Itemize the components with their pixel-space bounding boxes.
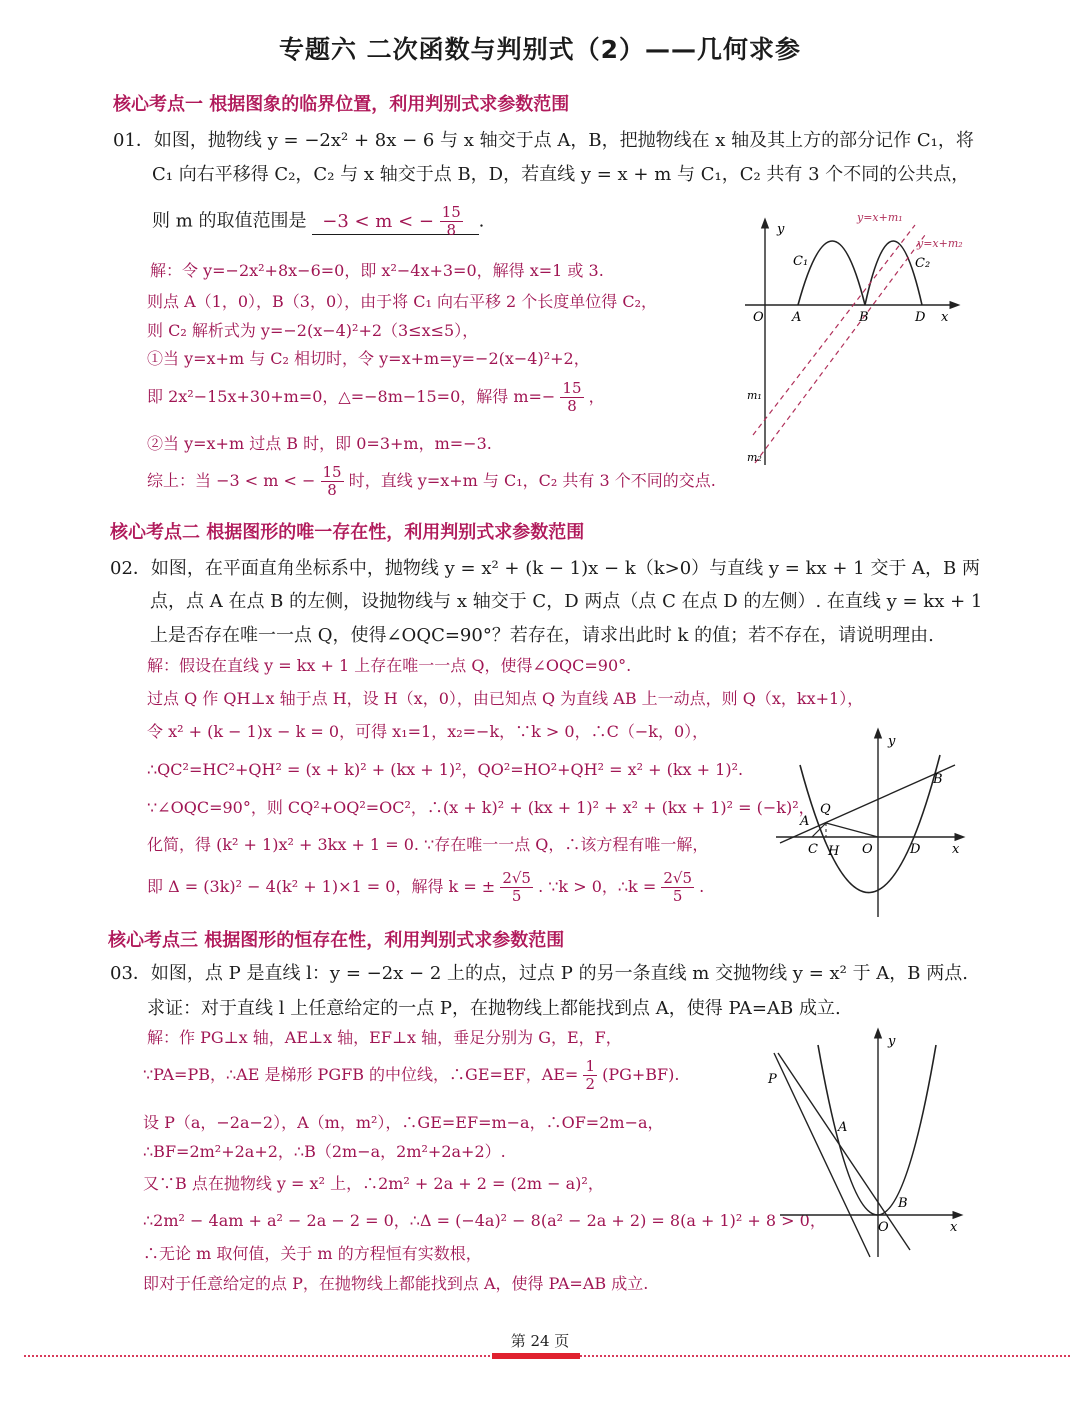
label-y: y: [888, 1034, 896, 1049]
problem-3-line-2: 求证：对于直线 l 上任意给定的一点 P，在抛物线上都能找到点 A，使得 PA=AB 成立.: [147, 998, 841, 1019]
problem-2-line-1: 02．如图，在平面直角坐标系中，抛物线 y = x² + (k − 1)x − k（k>0）与直线 y = kx + 1 交于 A，B 两: [110, 558, 981, 579]
label-b: B: [933, 772, 943, 787]
footer-accent-bar: [492, 1353, 580, 1359]
label-a: A: [792, 310, 802, 325]
segment-qo: [826, 823, 878, 837]
denominator: 8: [446, 221, 457, 239]
solution-3-line-7: ∴无论 m 取何值，关于 m 的方程恒有实数根，: [143, 1244, 482, 1263]
label-d: D: [910, 842, 921, 857]
fraction: [661, 870, 694, 905]
solution-3-line-5: 又∵B 点在抛物线 y = x² 上，∴2m² + 2a + 2 = (2m − a)²，: [143, 1174, 604, 1193]
label-h: H: [828, 844, 840, 859]
line-m1: [753, 225, 915, 435]
solution-2-line-3: 令 x² + (k − 1)x − k = 0，可得 x₁=1，x₂=−k，∵k > 0，∴C（−k，0），: [147, 722, 709, 741]
fraction: [560, 380, 583, 415]
numerator: 15: [322, 463, 342, 481]
parabola: [800, 755, 940, 893]
problem-1-line-1: 01．如图，抛物线 y = −2x² + 8x − 6 与 x 轴交于点 A，B，把抛物线在 x 轴及其上方的部分记作 C₁，将: [113, 130, 974, 151]
denominator: 8: [567, 397, 577, 415]
curve-c1: [798, 241, 865, 305]
solution-2-line-1: 解：假设在直线 y = kx + 1 上存在唯一一点 Q，使得∠OQC=90°.: [147, 656, 632, 675]
problem-2-line-3: 上是否存在唯一一点 Q，使得∠OQC=90°？若存在，请求出此时 k 的值；若不存在，请说明理由.: [150, 625, 934, 646]
label-b: B: [898, 1196, 908, 1211]
label-q: Q: [820, 802, 831, 817]
page-number: 第 24 页: [510, 1332, 570, 1350]
solution-1-line-6: ②当 y=x+m 过点 B 时，即 0=3+m，m=−3.: [147, 434, 492, 453]
numerator: 15: [441, 203, 461, 221]
section-heading-3: 核心考点三 根据图形的恒存在性，利用判别式求参数范围: [108, 930, 565, 951]
solution-2-line-7: [147, 870, 704, 905]
solution-1-line-4: ①当 y=x+m 与 C₂ 相切时，令 y=x+m=y=−2(x−4)²+2，: [147, 349, 590, 368]
text: ∵PA=PB，∴AE 是梯形 PGFB 的中位线，∴GE=EF，AE=: [143, 1065, 579, 1084]
label-d: D: [915, 310, 926, 325]
page-title: 专题六 二次函数与判别式（2）——几何求参: [278, 35, 802, 64]
label-x: x: [952, 842, 960, 857]
solution-1-line-7: [147, 464, 716, 499]
denominator: 2: [585, 1075, 595, 1093]
figure-2-graph: [770, 725, 970, 920]
line-m2: [755, 235, 925, 463]
label-c2: C₂: [915, 256, 931, 271]
solution-1-line-1: 解：令 y=−2x²+8x−6=0，即 x²−4x+3=0，解得 x=1 或 3.: [150, 261, 604, 280]
solution-1-line-3: 则 C₂ 解析式为 y=−2(x−4)²+2（3≤x≤5），: [147, 321, 479, 340]
numerator: 15: [562, 379, 582, 397]
solution-3-line-6: ∴2m² − 4am + a² − 2a − 2 = 0，∴Δ = (−4a)² − 8(a² − 2a + 2) = 8(a + 1)² + 8 > 0，: [143, 1211, 826, 1230]
denominator: 5: [511, 887, 522, 905]
solution-3-line-2: [143, 1058, 679, 1093]
problem-1-prompt: 则 m 的取值范围是: [152, 210, 307, 232]
section-heading-1: 核心考点一 根据图象的临界位置，利用判别式求参数范围: [113, 94, 570, 115]
text: ，: [588, 387, 605, 406]
text: . ∵k > 0，∴k =: [538, 877, 657, 896]
label-o: O: [753, 310, 764, 325]
solution-2-line-2: 过点 Q 作 QH⊥x 轴于点 H，设 H（x，0），由已知点 Q 为直线 AB 上一动点，则 Q（x，kx+1），: [147, 689, 864, 708]
label-o: O: [878, 1220, 889, 1235]
fraction: [321, 464, 344, 499]
text: 即 2x²−15x+30+m=0，△=−8m−15=0，解得 m=−: [147, 387, 556, 406]
denominator: 5: [672, 887, 683, 905]
solution-3-line-1: 解：作 PG⊥x 轴，AE⊥x 轴，EF⊥x 轴，垂足分别为 G，E，F，: [147, 1028, 622, 1047]
label-y: y: [888, 734, 896, 749]
label-m2: m₂: [747, 451, 762, 464]
solution-3-line-3: 设 P（a，−2a−2），A（m，m²），∴GE=EF=m−a，∴OF=2m−a，: [143, 1113, 664, 1132]
line-l: [774, 1053, 870, 1257]
label-line-m2: y=x+m₂: [917, 237, 963, 250]
text: 时，直线 y=x+m 与 C₁，C₂ 共有 3 个不同的交点.: [348, 471, 716, 490]
section-heading-2: 核心考点二 根据图形的唯一存在性，利用判别式求参数范围: [110, 522, 585, 543]
text: (PG+BF).: [602, 1065, 680, 1084]
label-a: A: [800, 814, 810, 829]
solution-2-line-5: ∵∠OQC=90°，则 CQ²+OQ²=OC²，∴(x + k)² + (kx + 1)² + x² + (kx + 1)² = (−k)²，: [147, 798, 815, 817]
fraction: [583, 1058, 597, 1093]
line-ab: [780, 765, 955, 843]
label-c: C: [808, 842, 818, 857]
problem-1-line-3: [152, 204, 484, 239]
label-x: x: [950, 1220, 958, 1235]
label-y: y: [777, 222, 785, 237]
text: 即 Δ = (3k)² − 4(k² + 1)×1 = 0，解得 k = ±: [147, 877, 496, 896]
label-p: P: [768, 1072, 777, 1087]
answer-fraction: [440, 204, 463, 239]
label-line-m1: y=x+m₁: [857, 211, 903, 224]
text: .: [699, 877, 705, 896]
numerator: 2√5: [502, 869, 531, 887]
solution-2-line-6: 化简，得 (k² + 1)x² + 3kx + 1 = 0. ∵存在唯一一点 Q，∴该方程有唯一解，: [147, 835, 709, 854]
denominator: 8: [327, 481, 337, 499]
problem-3-line-1: 03．如图，点 P 是直线 l：y = −2x − 2 上的点，过点 P 的另一条直线 m 交抛物线 y = x² 于 A，B 两点.: [110, 963, 968, 984]
text: 综上：当 −3 < m < −: [147, 471, 316, 490]
problem-2-line-2: 点，点 A 在点 B 的左侧，设抛物线与 x 轴交于 C，D 两点（点 C 在点 D 的左侧）. 在直线 y = kx + 1: [150, 591, 983, 612]
answer-range: −3 < m < −: [322, 210, 434, 232]
fraction: [500, 870, 533, 905]
figure-1-graph: [735, 205, 970, 470]
label-a: A: [838, 1120, 848, 1135]
parabola: [818, 1045, 936, 1215]
solution-3-line-8: 即对于任意给定的点 P，在抛物线上都能找到点 A，使得 PA=AB 成立.: [143, 1274, 649, 1293]
numerator: 1: [585, 1057, 595, 1075]
numerator: 2√5: [663, 869, 692, 887]
figure-3-graph: [760, 1025, 970, 1260]
label-b: B: [859, 310, 869, 325]
period: .: [478, 210, 485, 232]
solution-2-line-4: ∴QC²=HC²+QH² = (x + k)² + (kx + 1)²，QO²=HO²+QH² = x² + (kx + 1)².: [147, 760, 744, 779]
solution-1-line-2: 则点 A（1，0），B（3，0），由于将 C₁ 向右平移 2 个长度单位得 C₂，: [147, 292, 658, 311]
label-o: O: [862, 842, 873, 857]
label-c1: C₁: [793, 254, 809, 269]
problem-1-line-2: C₁ 向右平移得 C₂，C₂ 与 x 轴交于点 B，D，若直线 y = x + m 与 C₁，C₂ 共有 3 个不同的公共点，: [152, 164, 970, 185]
answer-blank: [312, 203, 478, 239]
solution-1-line-5: [147, 380, 605, 415]
label-m1: m₁: [747, 389, 762, 402]
line-m: [778, 1053, 910, 1250]
label-x: x: [941, 310, 949, 325]
solution-3-line-4: ∴BF=2m²+2a+2，∴B（2m−a，2m²+2a+2）.: [143, 1142, 506, 1161]
